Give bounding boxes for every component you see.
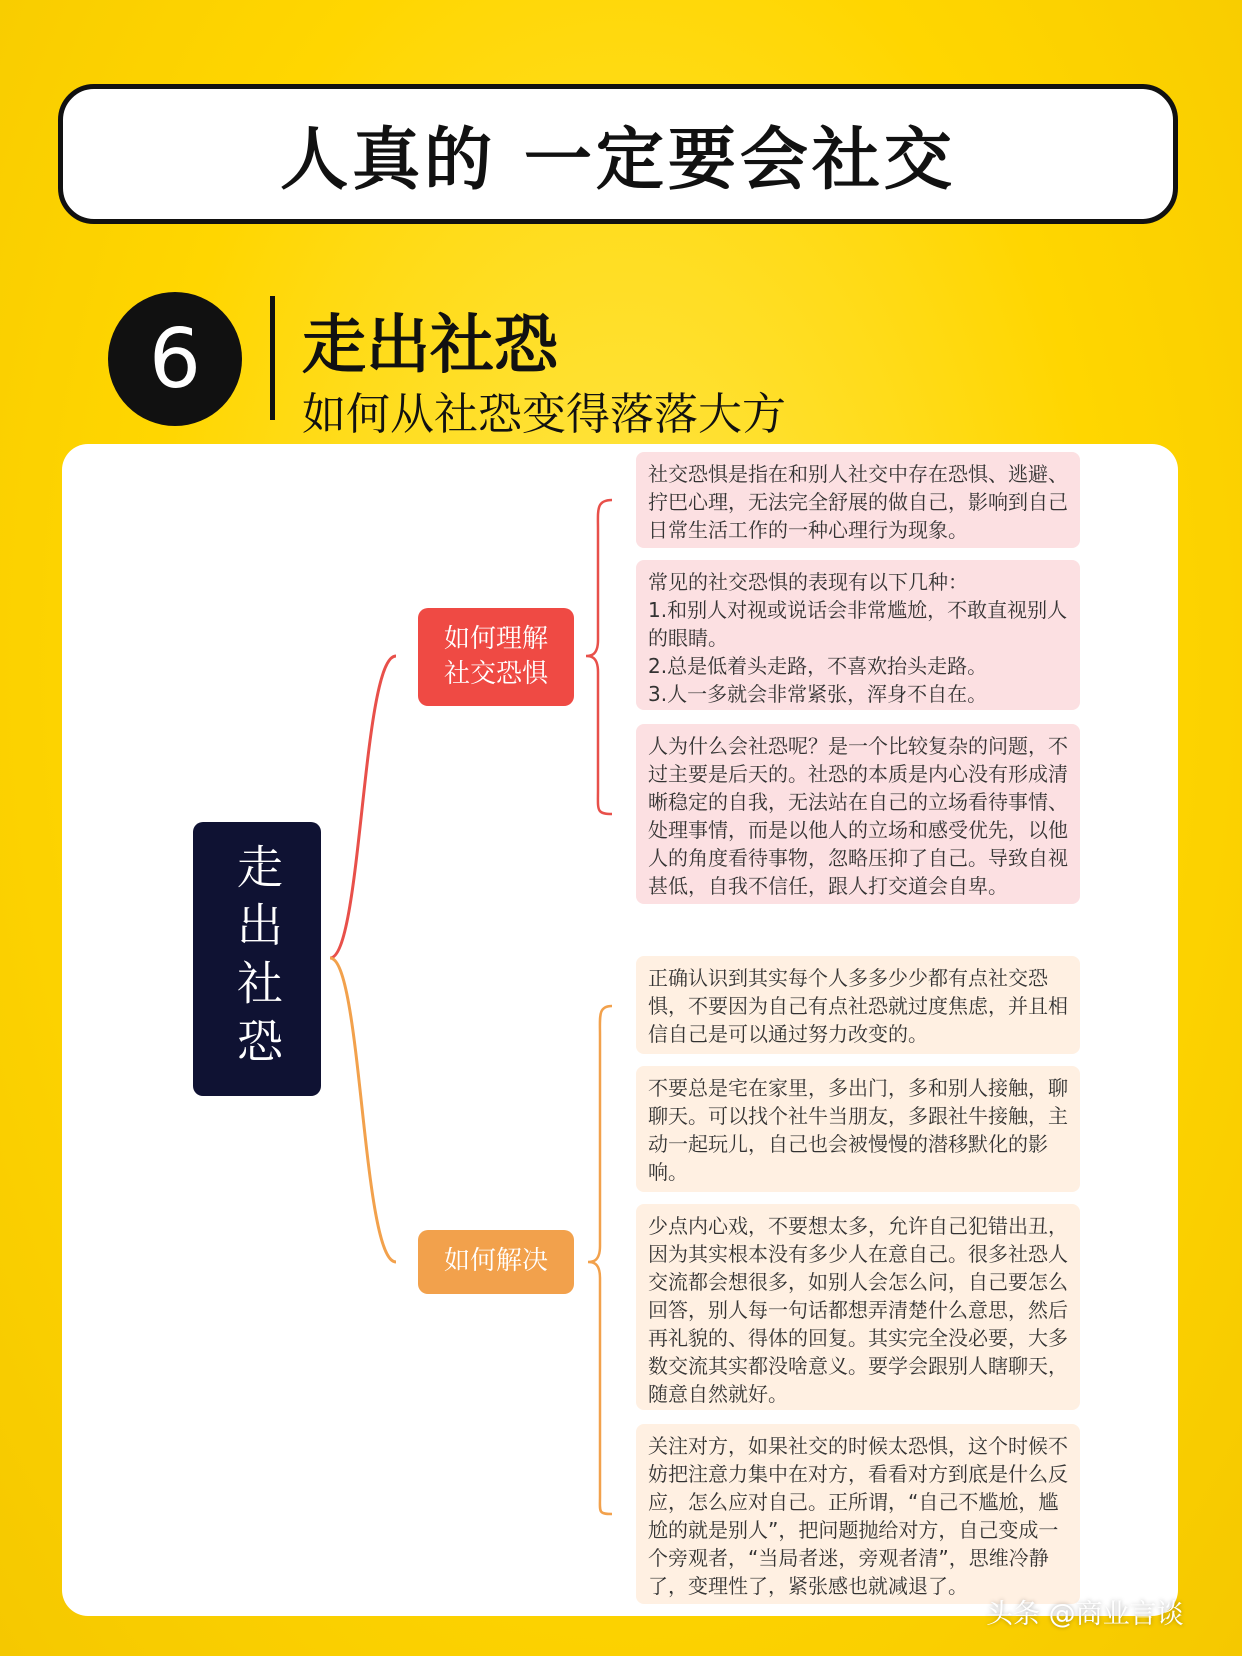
section-subtitle: 如何从社恐变得落落大方: [302, 389, 786, 440]
section-number-badge: 6: [108, 292, 242, 426]
bracket-branch1: [586, 500, 612, 814]
bracket-branch2: [588, 1006, 612, 1514]
leaf-solution-1: 正确认识到其实每个人多多少少都有点社交恐惧，不要因为自己有点社恐就过度焦虑，并且相信自己是可以通过努力改变的。: [636, 956, 1080, 1054]
leaf-symptoms: 常见的社交恐惧的表现有以下几种： 1.和别人对视或说话会非常尴尬，不敢直视别人的眼睛。 2.总是低着头走路，不喜欢抬头走路。 3.人一多就会非常紧张，浑身不自在。: [636, 560, 1080, 710]
leaf-solution-4: 关注对方，如果社交的时候太恐惧，这个时候不妨把注意力集中在对方，看看对方到底是什么反应，怎么应对自己。正所谓，“自己不尴尬，尴尬的就是别人”，把问题抛给对方，自己变成一个旁观者，“当局者迷，旁观者清”，思维冷静了，变理性了，紧张感也就减退了。: [636, 1424, 1080, 1604]
branch-node-understand: 如何理解社交恐惧: [418, 608, 574, 706]
leaf-solution-2: 不要总是宅在家里，多出门，多和别人接触，聊聊天。可以找个社牛当朋友，多跟社牛接触，主动一起玩儿，自己也会被慢慢的潜移默化的影响。: [636, 1066, 1080, 1192]
connector-root-branch1: [330, 656, 396, 958]
leaf-causes: 人为什么会社恐呢？是一个比较复杂的问题，不过主要是后天的。社恐的本质是内心没有形成清晰稳定的自我，无法站在自己的立场看待事情、处理事情，而是以他人的立场和感受优先，以他人的角度看待事物，忽略压抑了自己。导致自视甚低，自我不信任，跟人打交道会自卑。: [636, 724, 1080, 904]
page-title: 人真的 一定要会社交: [280, 120, 956, 200]
leaf-definition: 社交恐惧是指在和别人社交中存在恐惧、逃避、拧巴心理，无法完全舒展的做自己，影响到自己日常生活工作的一种心理行为现象。: [636, 452, 1080, 548]
section-title: 走出社恐: [302, 309, 558, 383]
leaf-solution-3: 少点内心戏，不要想太多，允许自己犯错出丑，因为其实根本没有多少人在意自己。很多社恐人交流都会想很多，如别人会怎么问，自己要怎么回答，别人每一句话都想弄清楚什么意思，然后再礼貌的、得体的回复。其实完全没必要，大多数交流其实都没啥意义。要学会跟别人瞎聊天，随意自然就好。: [636, 1204, 1080, 1410]
connector-root-branch2: [330, 958, 396, 1262]
mindmap-root-node: 走出社恐: [193, 822, 321, 1096]
watermark-text: 头条 @商业言谈: [986, 1599, 1184, 1630]
branch-node-solve: 如何解决: [418, 1230, 574, 1294]
